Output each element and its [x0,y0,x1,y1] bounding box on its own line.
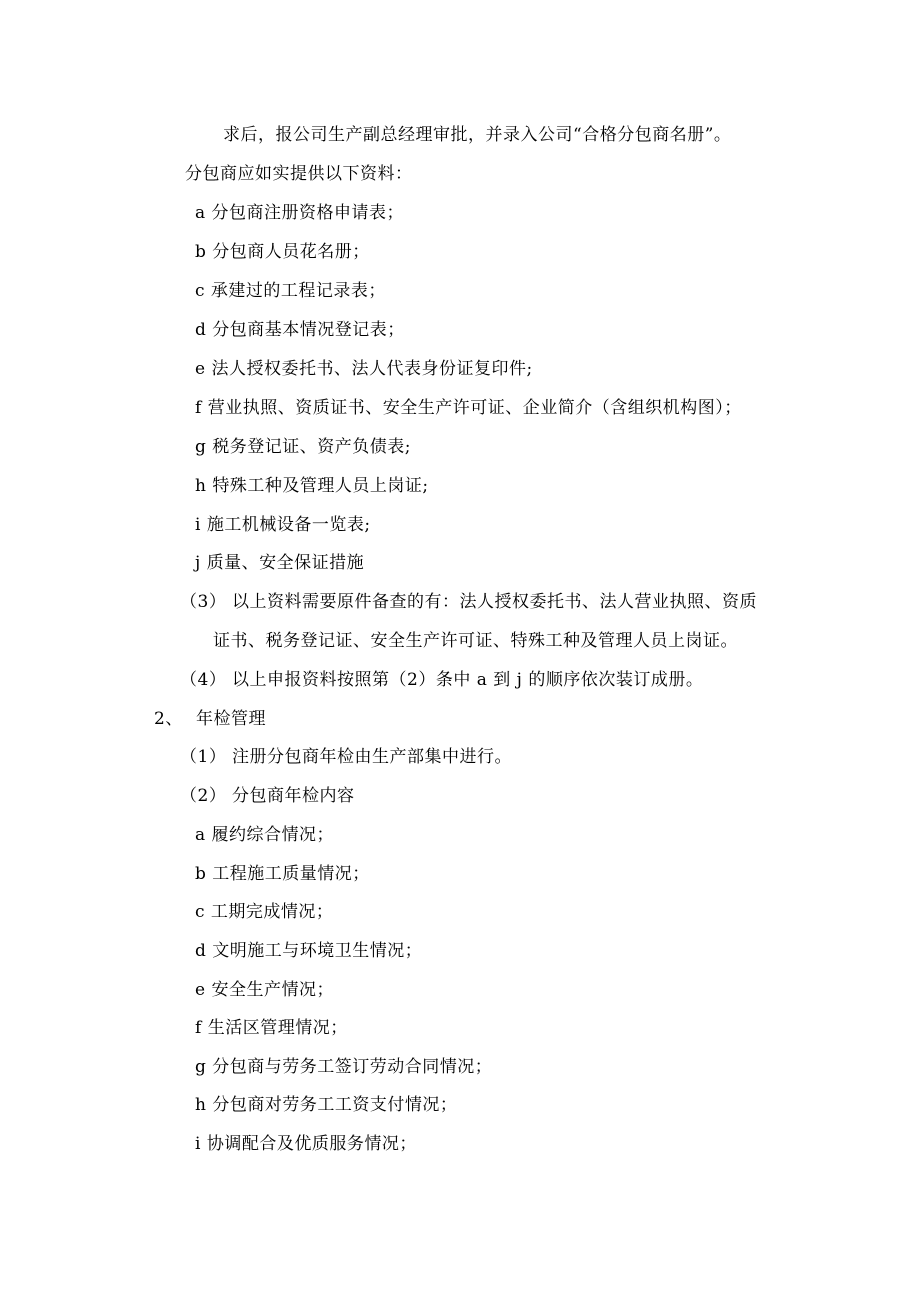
paragraph-text: 分包商年检内容 [232,786,355,806]
list-item [195,1133,417,1155]
list-item [195,358,533,380]
list-item-text: f 生活区管理情况； [195,1018,348,1038]
list-item-text: g 分包商与劳务工签订劳动合同情况； [195,1057,493,1077]
paragraph-line [213,630,738,652]
list-item [195,397,742,419]
list-item [195,1094,457,1116]
list-item [195,1017,348,1039]
section-number: 2、 [154,709,183,729]
list-item-text: d 分包商基本情况登记表； [195,320,405,340]
paragraph-text: 以上申报资料按照第（2）条中 a 到 j 的顺序依次装订成册。 [232,670,704,690]
list-item-text: c 承建过的工程记录表； [195,281,386,301]
numbered-paragraph [180,669,703,691]
list-item [195,280,386,302]
section-heading [154,708,266,730]
numbered-paragraph [180,591,757,613]
item-number: （3） [180,592,227,612]
list-item [195,552,364,574]
list-item [195,241,370,263]
list-item-text: j 质量、安全保证措施 [195,553,365,573]
list-item-text: h 分包商对劳务工工资支付情况； [195,1095,458,1115]
list-item [195,824,334,846]
list-item-text: b 工程施工质量情况； [195,864,370,884]
list-item-text: d 文明施工与环境卫生情况； [195,941,423,961]
list-item [195,475,429,497]
list-item [195,202,404,224]
item-number: （1） [180,747,227,767]
list-item [195,901,333,923]
list-item-text: c 工期完成情况； [195,902,334,922]
section-title: 年检管理 [196,709,266,729]
list-item [195,940,422,962]
list-item-text: a 分包商注册资格申请表； [195,203,405,223]
list-item [195,863,370,885]
numbered-paragraph [180,785,355,807]
line-text: 分包商应如实提供以下资料： [185,164,413,184]
numbered-paragraph [180,746,512,768]
paragraph-text: 注册分包商年检由生产部集中进行。 [232,747,512,767]
list-item-text: e 安全生产情况； [195,980,334,1000]
list-item-text: b 分包商人员花名册； [195,242,370,262]
list-item-text: h 特殊工种及管理人员上岗证; [195,476,429,496]
paragraph-line [185,163,413,185]
list-item-text: g 税务登记证、资产负债表; [195,437,412,457]
item-number: （2） [180,786,227,806]
list-item-text: i 施工机械设备一览表; [195,515,371,535]
list-item [195,514,371,536]
list-item-text: i 协调配合及优质服务情况； [195,1134,417,1154]
list-item [195,319,405,341]
list-item [195,436,411,458]
line-text: 求后，报公司生产副总经理审批，并录入公司“合格分包商名册”。 [223,125,732,145]
line-text: 证书、税务登记证、安全生产许可证、特殊工种及管理人员上岗证。 [213,631,738,651]
paragraph-line [223,124,731,146]
list-item-text: e 法人授权委托书、法人代表身份证复印件; [195,359,533,379]
list-item-text: f 营业执照、资质证书、安全生产许可证、企业简介（含组织机构图）； [195,398,742,418]
item-number: （4） [180,670,227,690]
list-item [195,979,334,1001]
list-item [195,1056,492,1078]
paragraph-text: 以上资料需要原件备查的有：法人授权委托书、法人营业执照、资质 [232,592,757,612]
list-item-text: a 履约综合情况； [195,825,335,845]
